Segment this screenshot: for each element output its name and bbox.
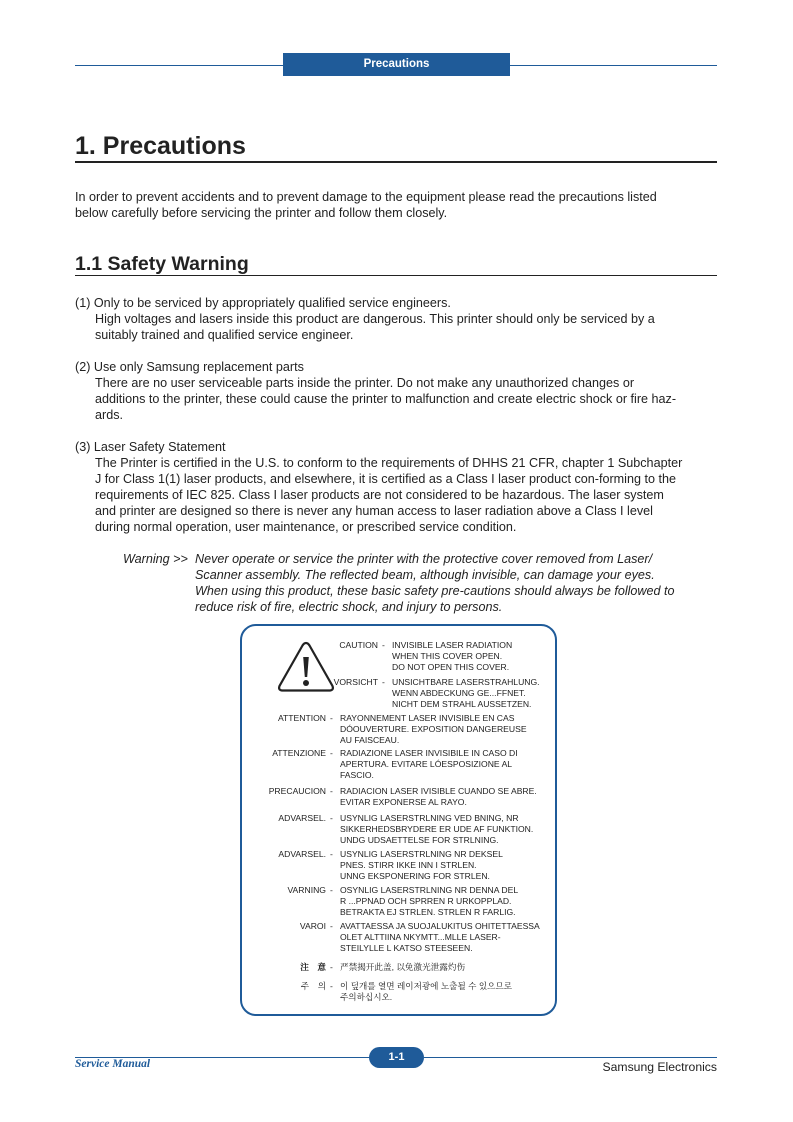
label-row-separator: -: [330, 921, 333, 931]
label-row-key: VAROI: [299, 921, 326, 931]
footer-company: Samsung Electronics: [602, 1060, 717, 1074]
label-row-text: 이 덮개를 열면 레이저광에 노출될 수 있으므로: [340, 981, 513, 991]
item-3-line-2: J for Class 1(1) laser products, and elsewhere, it is certified as a Class I laser product con-forming to the: [95, 472, 676, 486]
warning-line-4: reduce risk of fire, electric shock, and injury to persons.: [195, 600, 503, 614]
label-row-text: USYNLIG LASERSTRLNING NR DEKSEL: [340, 849, 503, 859]
label-row-text: EVITAR EXPONERSE AL RAYO.: [340, 797, 467, 807]
footer-rule-right: [424, 1057, 717, 1058]
label-row-text: AVATTAESSA JA SUOJALUKITUS OHITETTAESSA: [340, 921, 540, 931]
item-3-line-4: and printer are designed so there is never any human access to laser radiation above a Class I level: [95, 504, 653, 518]
footer-manual-title: Service Manual: [75, 1058, 151, 1070]
page-number: 1-1: [369, 1047, 424, 1068]
label-row-key: ATTENZIONE: [272, 748, 326, 758]
label-row-key: CAUTION: [339, 640, 378, 650]
label-row-separator: -: [382, 640, 385, 650]
label-row-text: AU FAISCEAU.: [340, 735, 400, 745]
label-row-text: RADIAZIONE LASER INVISIBILE IN CASO DI: [340, 748, 518, 758]
label-row-text: 严禁揭开此盖, 以免激光泄露灼伤: [340, 962, 466, 972]
item-3-line-3: requirements of IEC 825. Class I laser products are not considered to be hazardous. The laser system: [95, 488, 664, 502]
item-2-line-2: additions to the printer, these could cause the printer to malfunction and create electric shock or fire haz-: [95, 392, 677, 406]
label-row-text: UNNG EKSPONERING FOR STRLEN.: [340, 871, 490, 881]
label-row-text: OSYNLIG LASERSTRLNING NR DENNA DEL: [340, 885, 519, 895]
label-row-text: RAYONNEMENT LASER INVISIBLE EN CAS: [340, 713, 515, 723]
label-row-text: INVISIBLE LASER RADIATION: [392, 640, 513, 650]
item-1-line-2: suitably trained and qualified service engineer.: [95, 328, 354, 342]
label-row-separator: -: [330, 849, 333, 859]
header-tab: Precautions: [283, 53, 510, 76]
label-row-text: DÓOUVERTURE. EXPOSITION DANGEREUSE: [340, 724, 527, 734]
label-row-separator: -: [330, 981, 333, 991]
label-row-key: PRECAUCION: [268, 786, 326, 796]
label-row-text: PNES. STIRR IKKE INN I STRLEN.: [340, 860, 477, 870]
label-row-text: RADIACION LASER IVISIBLE CUANDO SE ABRE.: [340, 786, 537, 796]
header-rule-left: [75, 65, 283, 66]
label-row-key: ADVARSEL.: [278, 813, 326, 823]
label-row-key: 注 意: [300, 962, 326, 972]
item-3-line-5: during normal operation, user maintenance, or prescribed service condition.: [95, 520, 517, 534]
label-row-text: SIKKERHEDSBRYDERE ER UDE AF FUNKTION.: [340, 824, 534, 834]
label-row-text: USYNLIG LASERSTRLNING VED BNING, NR: [340, 813, 519, 823]
label-row-separator: -: [330, 885, 333, 895]
label-row-text: DO NOT OPEN THIS COVER.: [392, 662, 510, 672]
label-row-text: NICHT DEM STRAHL AUSSETZEN.: [392, 699, 532, 709]
intro-line-1: In order to prevent accidents and to prevent damage to the equipment please read the precautions listed: [75, 190, 657, 204]
label-row-key: ADVARSEL.: [278, 849, 326, 859]
label-row-text: R ...PPNAD OCH SPRREN R URKOPPLAD.: [340, 896, 512, 906]
label-row-key: VARNING: [287, 885, 326, 895]
label-row-text: WHEN THIS COVER OPEN.: [392, 651, 503, 661]
label-row-text: STEILYLLE L KATSO STEESEEN.: [340, 943, 473, 953]
label-row-text: FASCIO.: [340, 770, 374, 780]
warning-line-2: Scanner assembly. The reflected beam, although invisible, can damage your eyes.: [195, 568, 655, 582]
label-row-text: OLET ALTTIINA NKYMTT...MLLE LASER-: [340, 932, 501, 942]
label-row-text: 주의하십시오.: [340, 992, 393, 1002]
label-row-separator: -: [330, 748, 333, 758]
label-row-text: UNSICHTBARE LASERSTRAHLUNG.: [392, 677, 540, 687]
label-row-separator: -: [330, 786, 333, 796]
label-row-separator: -: [330, 713, 333, 723]
item-3-heading: (3) Laser Safety Statement: [75, 440, 226, 454]
section-title: 1. Precautions: [75, 131, 717, 163]
header-rule-right: [510, 65, 717, 66]
item-2-line-1: There are no user serviceable parts inside the printer. Do not make any unauthorized changes or: [95, 376, 635, 390]
warning-line-1: Never operate or service the printer with the protective cover removed from Laser/: [195, 552, 653, 566]
label-row-separator: -: [330, 813, 333, 823]
item-3-line-1: The Printer is certified in the U.S. to conform to the requirements of DHHS 21 CFR, chapter 1 Subchapter: [95, 456, 683, 470]
warning-text: [195, 551, 715, 615]
label-row-separator: -: [330, 962, 333, 972]
intro-line-2: below carefully before servicing the printer and follow them closely.: [75, 206, 448, 220]
warning-label: Warning >>: [123, 552, 188, 566]
label-row-text: BETRAKTA EJ STRLEN. STRLEN R FARLIG.: [340, 907, 516, 917]
warning-line-3: When using this product, these basic safety pre-cautions should always be followed to: [195, 584, 675, 598]
item-2-line-3: ards.: [95, 408, 123, 422]
label-row-text: WENN ABDECKUNG GE...FFNET.: [392, 688, 526, 698]
label-row-text: UNDG UDSAETTELSE FOR STRLNING.: [340, 835, 499, 845]
item-1-line-1: High voltages and lasers inside this product are dangerous. This printer should only be serviced by a: [95, 312, 655, 326]
label-row-key: VORSICHT: [333, 677, 378, 687]
label-row-key: ATTENTION: [277, 713, 326, 723]
item-1-heading: (1) Only to be serviced by appropriately qualified service engineers.: [75, 296, 451, 310]
label-row-separator: -: [382, 677, 385, 687]
label-row-key: 주 의: [300, 981, 326, 991]
subsection-title: 1.1 Safety Warning: [75, 253, 717, 276]
item-2-heading: (2) Use only Samsung replacement parts: [75, 360, 304, 374]
label-row-text: APERTURA. EVITARE LÓESPOSIZIONE AL: [340, 759, 513, 769]
